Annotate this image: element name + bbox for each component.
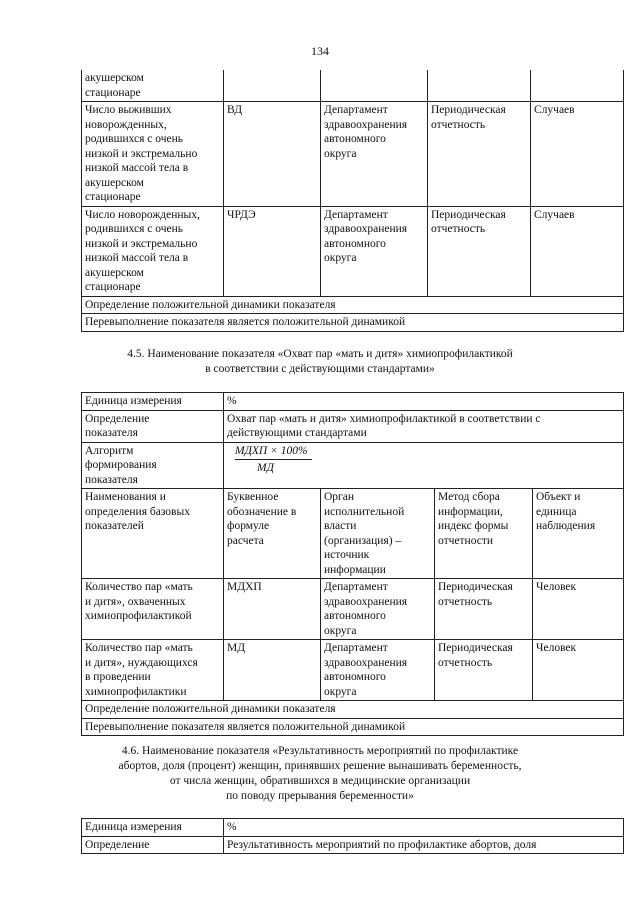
text-line: источник [324,549,370,561]
dynamics-rule: Перевыполнение показателя является положительной динамикой [82,314,624,332]
text-line: показателя [85,473,138,486]
header-code [224,489,321,579]
table-row [82,296,624,314]
source-org [321,640,435,701]
text-line: 4.5. Наименование показателя «Охват пар «мать и дитя» химиопрофилактикой [127,348,513,360]
table-row [82,410,624,442]
text-line: единица [536,505,577,518]
table-row [82,206,624,296]
collection-method [435,640,533,701]
table-row [82,442,624,489]
text-line: здравоохранения [324,118,408,131]
section-4-5-heading [0,347,640,377]
text-line: формуле [227,520,270,532]
text-line: определения базовых [85,505,190,518]
formula [224,442,624,489]
text-line: в соответствии с действующими стандартами» [205,363,435,375]
text-line: власти [324,520,357,532]
table-row [82,718,624,736]
collection-method [428,102,531,207]
text-line: абортов, доля (процент) женщин, принявших решение вынашивать беременность, [118,760,522,772]
text-line: в проведении [85,671,151,683]
table-row [82,314,624,332]
text-line: химиопрофилактики [85,685,187,698]
text-line: Число новорожденных, [85,208,200,221]
text-line: Периодическая [438,642,513,654]
page-number: 134 [311,44,329,58]
text-line: Объект и [536,491,581,503]
observation-unit: Случаев [531,206,624,296]
algorithm-label [82,442,224,489]
indicator-table-4-5 [81,392,624,736]
indicator-name [82,206,224,296]
text-line: наблюдения [536,520,596,532]
text-line: низкой и экстремально [85,147,198,160]
indicator-code: ЧРДЭ [224,206,321,296]
continued-cell [82,70,224,102]
text-line: информации [324,563,386,576]
header-name [82,489,224,579]
observation-unit: Случаев [531,102,624,207]
text-line: низкой и экстремально [85,237,198,250]
text-line: Метод сбора [438,491,500,503]
unit-label: Единица измерения [82,819,224,837]
text-line: обозначение в [227,505,297,518]
text-line: и дитя», нуждающихся [85,656,198,669]
text-line: Количество пар «мать [85,581,193,593]
text-line: расчета [227,534,264,547]
table-row [82,836,624,854]
definition-label: Определение [82,836,224,854]
indicator-code: ВД [224,102,321,207]
collection-method [428,206,531,296]
text-line: акушерском [85,72,144,84]
text-line: округа [324,147,357,160]
table-row [82,819,624,837]
table-row [82,102,624,207]
text-line: округа [324,624,357,637]
table-row [82,579,624,640]
text-line: стационаре [85,86,141,99]
definition-value [224,410,624,442]
indicator-name [82,640,224,701]
definition-value: Результативность мероприятий по профилактике абортов, доля [224,836,624,854]
text-line: по поводу прерывания беременности» [226,790,414,802]
observation-unit: Человек [533,640,624,701]
text-line: Департамент [324,581,388,593]
text-line: здравоохранения [324,595,408,608]
text-line: Наименования и [85,491,166,503]
table-row [82,701,624,719]
dynamics-definition: Определение положительной динамики показателя [82,296,624,314]
text-line: Департамент [324,208,388,221]
text-line: отчетность [438,656,493,669]
indicator-name [82,102,224,207]
text-line: информации, [438,505,503,518]
text-line: округа [324,685,357,698]
collection-method [435,579,533,640]
table-row [82,393,624,411]
text-line: автономного [324,610,386,622]
header-method [435,489,533,579]
text-line: новорожденных, [85,118,167,131]
header-object [533,489,624,579]
table-header-row [82,489,624,579]
table-row [82,640,624,701]
text-line: Департамент [324,104,388,116]
table-row [82,70,624,102]
source-org [321,206,428,296]
text-line: Департамент [324,642,388,654]
text-line: низкой массой тела в [85,162,189,174]
text-line: здравоохранения [324,656,408,669]
dynamics-rule: Перевыполнение показателя является положительной динамикой [82,718,624,736]
indicator-table-continued [81,70,624,332]
text-line: от числа женщин, обратившихся в медицинские организации [169,775,471,787]
formula-numerator: МДХП × 100% [235,444,312,461]
text-line: отчетность [431,223,486,235]
header-org [321,489,435,579]
indicator-code: МДХП [224,579,321,640]
unit-value: % [224,393,624,411]
text-line: низкой массой тела в [85,252,189,264]
text-line: действующими стандартами [227,427,367,439]
text-line: округа [324,252,357,264]
indicator-name [82,579,224,640]
text-line: автономного [324,133,386,145]
text-line: родившихся с очень [85,223,184,235]
unit-label: Единица измерения [82,393,224,411]
text-line: Определение [85,412,150,425]
text-line: Количество пар «мать [85,642,193,654]
text-line: формирования [85,459,157,471]
formula-denominator: МД [257,461,274,474]
text-line: Буквенное [227,491,279,503]
text-line: показателя [85,427,138,439]
text-line: отчетность [431,118,486,131]
section-4-6-heading [0,744,640,804]
text-line: родившихся с очень [85,133,184,145]
source-org [321,579,435,640]
text-line: Периодическая [431,104,506,116]
text-line: акушерском [85,176,144,189]
observation-unit: Человек [533,579,624,640]
text-line: отчетность [438,595,493,608]
text-line: Периодическая [438,581,513,593]
source-org [321,102,428,207]
text-line: 4.6. Наименование показателя «Результативность мероприятий по профилактике [121,745,519,757]
dynamics-definition: Определение положительной динамики показателя [82,701,624,719]
text-line: Алгоритм [85,444,134,457]
definition-label [82,410,224,442]
text-line: Орган [324,491,355,503]
formula-fraction [227,444,620,474]
indicator-table-4-6 [81,818,624,854]
text-line: Охват пар «мать и дитя» химиопрофилактикой в соответствии с [227,412,541,425]
text-line: индекс формы [438,520,509,532]
text-line: Периодическая [431,208,506,221]
text-line: автономного [324,237,386,250]
text-line: Число выживших [85,104,172,116]
text-line: (организация) – [324,534,402,547]
text-line: отчетности [438,534,494,547]
text-line: показателей [85,520,144,532]
text-line: и дитя», охваченных [85,595,186,608]
text-line: акушерском [85,266,144,279]
text-line: стационаре [85,191,141,203]
text-line: химиопрофилактикой [85,610,192,622]
text-line: стационаре [85,281,141,293]
unit-value: % [224,819,624,837]
text-line: здравоохранения [324,223,408,235]
indicator-code: МД [224,640,321,701]
text-line: автономного [324,671,386,683]
text-line: исполнительной [324,505,405,518]
